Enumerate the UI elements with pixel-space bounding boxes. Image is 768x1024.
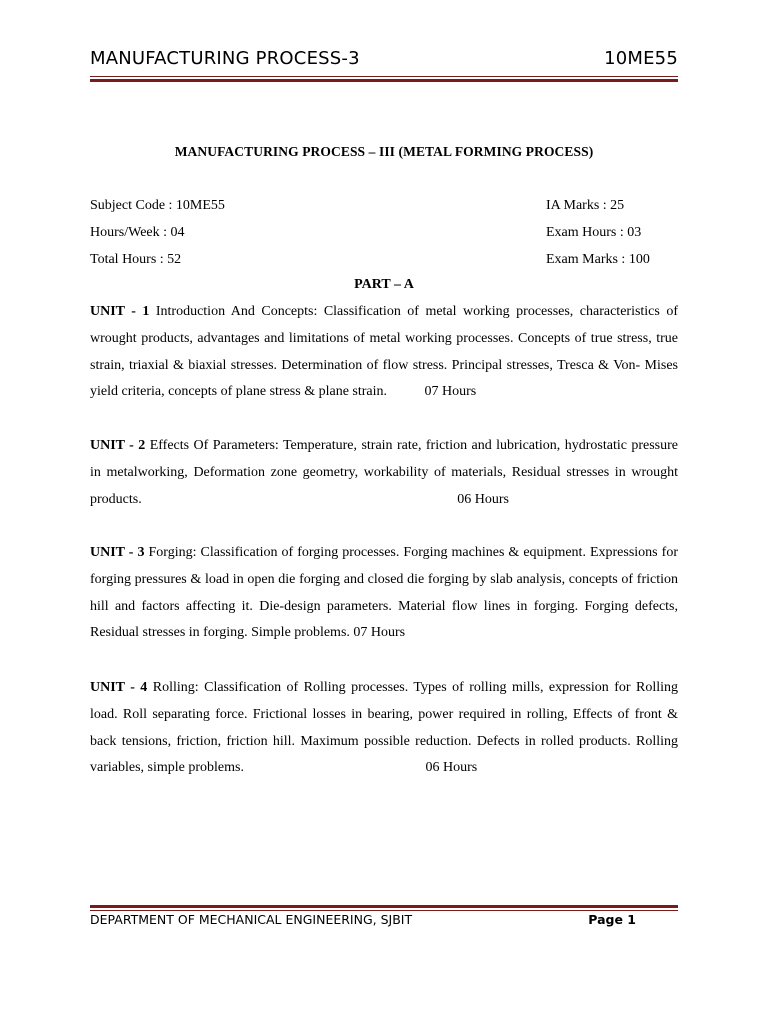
unit-3 (90, 540, 678, 647)
unit-label: UNIT - 4 (90, 680, 148, 695)
unit-label: UNIT - 2 (90, 438, 146, 453)
header-rule-thick (90, 79, 678, 82)
unit-1 (90, 299, 678, 406)
unit-hours: 06 Hours (425, 760, 478, 776)
footer-rule-thick (90, 905, 678, 908)
exam-hours: Exam Hours : 03 (546, 225, 642, 240)
unit-label: UNIT - 1 (90, 304, 150, 319)
hours-per-week: Hours/Week : 04 (90, 225, 185, 240)
unit-4 (90, 675, 678, 782)
unit-description: Introduction And Concepts: Classification of metal working processes, characteristics of wrought products, advantages and limitations of metal working processes. Concepts of true stress, true strain, triaxial & biaxial stresses. Determination of flow stress. Principal stresses, Tresca & Von- Mises yield criteria, concepts of plane stress & plane strain. (90, 304, 678, 400)
unit-label: UNIT - 3 (90, 545, 145, 560)
unit-hours: 07 Hours (353, 625, 406, 641)
unit-description: Forging: Classification of forging processes. Forging machines & equipment. Expressions for forging pressures & load in open die forging and closed die forging by slab analysis, concepts of friction hill and factors affecting it. Die-design parameters. Material flow lines in forging. Forging defects, Residual stresses in forging. Simple problems. (90, 545, 678, 641)
subject-code: Subject Code : 10ME55 (90, 198, 225, 213)
footer-page-number: Page 1 (588, 912, 636, 927)
footer-rule-thin (90, 910, 678, 911)
footer-department: DEPARTMENT OF MECHANICAL ENGINEERING, SJBIT (90, 912, 413, 927)
unit-description: Effects Of Parameters: Temperature, strain rate, friction and lubrication, hydrostatic pressure in metalworking, Deformation zone geometry, workability of materials, Residual stresses in wrought products. (90, 438, 679, 507)
ia-marks: IA Marks : 25 (546, 198, 625, 213)
unit-hours: 07 Hours (424, 384, 477, 400)
exam-marks: Exam Marks : 100 (546, 252, 650, 267)
unit-2 (90, 433, 678, 513)
header-course-title: MANUFACTURING PROCESS-3 (90, 48, 360, 69)
part-heading: PART – A (354, 277, 414, 292)
header-course-code: 10ME55 (604, 48, 678, 69)
header-rule-thin (90, 76, 678, 77)
page-header (90, 48, 678, 74)
document-title: MANUFACTURING PROCESS – III (METAL FORMING PROCESS) (174, 144, 594, 159)
page-footer (90, 912, 678, 932)
unit-hours: 06 Hours (457, 491, 509, 507)
total-hours: Total Hours : 52 (90, 252, 182, 267)
unit-description: Rolling: Classification of Rolling processes. Types of rolling mills, expression for Rolling load. Roll separating force. Frictional losses in bearing, power required in rolling, Effects of front & back tensions, friction, friction hill. Maximum possible reduction. Defects in rolled products. Rolling variables, simple problems. (90, 680, 679, 776)
